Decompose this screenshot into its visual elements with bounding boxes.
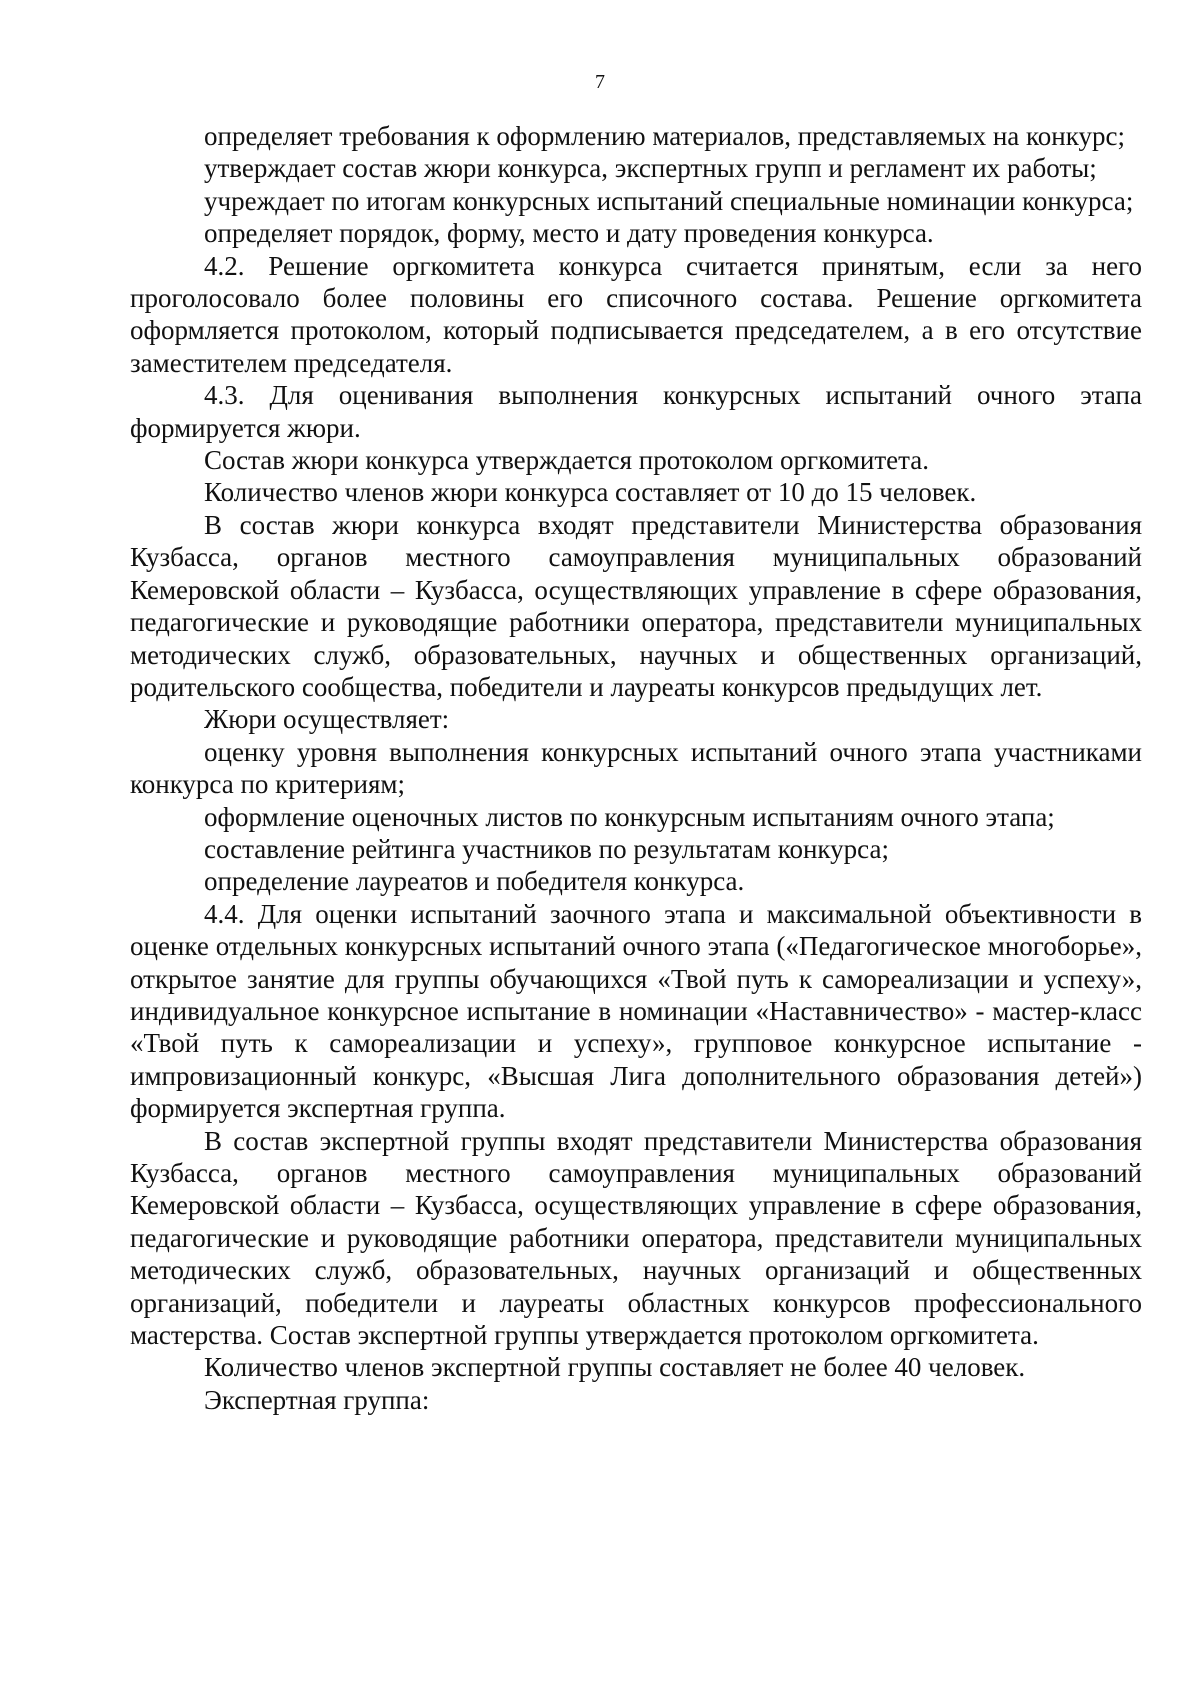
paragraph: 4.2. Решение оргкомитета конкурса считается принятым, если за него проголосовало более половины его списочного состава. Решение оргкомитета оформляется протоколом, который подписывается председателем, а в его отсутствие заместителем председателя. bbox=[130, 250, 1142, 378]
paragraph: 4.3. Для оценивания выполнения конкурсных испытаний очного этапа формируется жюри. bbox=[130, 380, 1142, 443]
document-body bbox=[130, 120, 1142, 1416]
paragraph: определяет порядок, форму, место и дату проведения конкурса. bbox=[204, 218, 934, 249]
paragraph: В состав жюри конкурса входят представители Министерства образования Кузбасса, органов местного самоуправления муниципальных образований Кемеровской области – Кузбасса, осуществляющих управление в сфере образования, педагогические и руководящие работники оператора, представители муниципальных методических служб, образовательных, научных и общественных организаций, родительского сообщества, победители и лауреаты конкурсов предыдущих лет. bbox=[130, 509, 1142, 702]
paragraph: утверждает состав жюри конкурса, экспертных групп и регламент их работы; bbox=[204, 153, 1097, 184]
paragraph: оформление оценочных листов по конкурсным испытаниям очного этапа; bbox=[204, 801, 1055, 832]
paragraph: составление рейтинга участников по результатам конкурса; bbox=[204, 833, 889, 864]
paragraph: учреждает по итогам конкурсных испытаний специальные номинации конкурса; bbox=[204, 185, 1134, 216]
paragraph: Жюри осуществляет: bbox=[204, 704, 450, 735]
paragraph: оценку уровня выполнения конкурсных испытаний очного этапа участниками конкурса по критериям; bbox=[130, 736, 1142, 800]
paragraph: определяет требования к оформлению материалов, представляемых на конкурс; bbox=[204, 121, 1125, 151]
paragraph: Состав жюри конкурса утверждается протоколом оргкомитета. bbox=[204, 445, 930, 476]
page-number: 7 bbox=[595, 71, 605, 93]
paragraph: определение лауреатов и победителя конкурса. bbox=[204, 866, 745, 897]
paragraph: Количество членов жюри конкурса составляет от 10 до 15 человек. bbox=[204, 477, 977, 508]
paragraph: Экспертная группа: bbox=[204, 1384, 430, 1415]
paragraph: Количество членов экспертной группы составляет не более 40 человек. bbox=[204, 1352, 1026, 1383]
paragraph: 4.4. Для оценки испытаний заочного этапа и максимальной объективности в оценке отдельных конкурсных испытаний очного этапа («Педагогическое многоборье», открытое занятие для группы обучающихся «Твой путь к самореализации и успеху», индивидуальное конкурсное испытание в номинации «Наставничество» - мастер-класс «Твой путь к самореализации и успеху», групповое конкурсное испытание - импровизационный конкурс, «Высшая Лига дополнительного образования детей») формируется экспертная группа. bbox=[130, 898, 1142, 1124]
paragraph: В состав экспертной группы входят представители Министерства образования Кузбасса, органов местного самоуправления муниципальных образований Кемеровской области – Кузбасса, осуществляющих управление в сфере образования, педагогические и руководящие работники оператора, представители муниципальных методических служб, образовательных, научных организаций и общественных организаций, победители и лауреаты областных конкурсов профессионального мастерства. Состав экспертной группы утверждается протоколом оргкомитета. bbox=[130, 1125, 1142, 1351]
